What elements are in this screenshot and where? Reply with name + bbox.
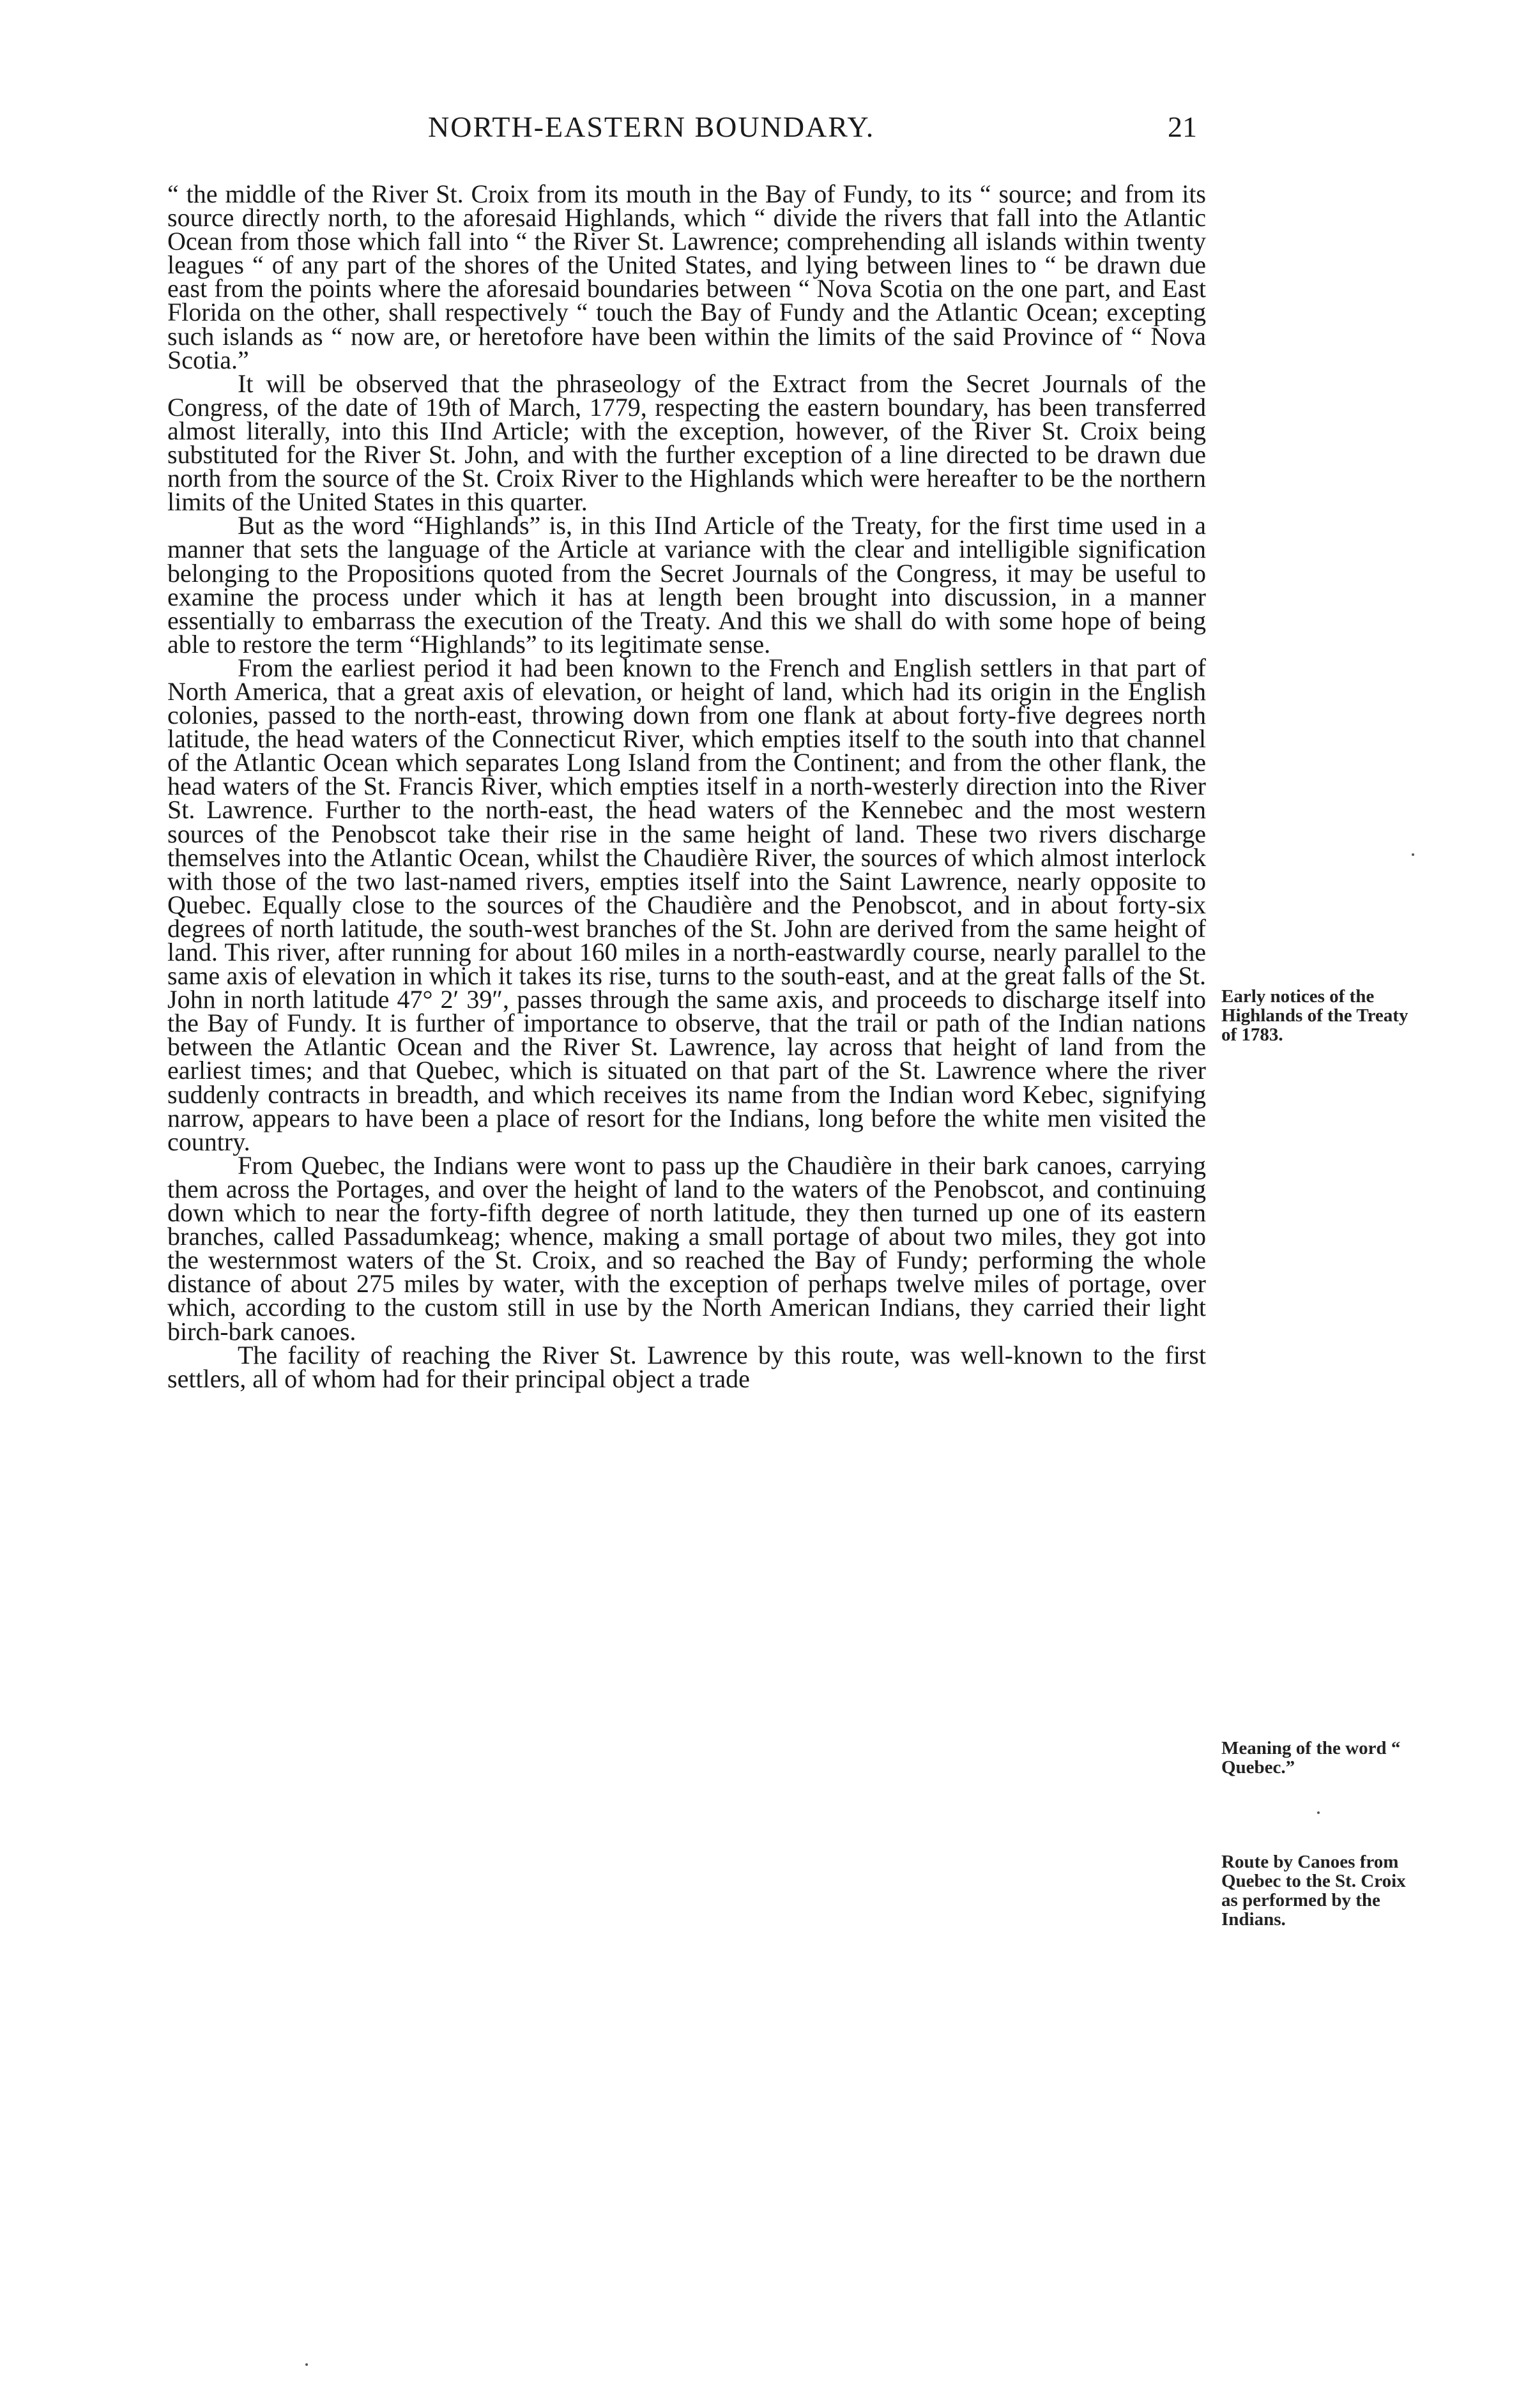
sidenote-meaning-quebec: Meaning of the word “ Quebec.” [1221, 1738, 1401, 1778]
paragraph-height-of-land: From the earliest period it had been known to the French and English settlers in that part of North America, that a great axis of elevation, or height of land, which had its origin in the English colonies, passed to the north-east, throwing down from one flank at about forty-five degrees north latitude, the head waters of the Connecticut River, which empties itself to the south into that channel of the Atlantic Ocean which separates Long Island from the Continent; and from the other flank, the head waters of the St. Francis River, which empties itself in a north-westerly direction into the River St. Lawrence. Further to the north-east, the head waters of the Kennebec and the most western sources of the Penobscot take their rise in the same height of land. These two rivers discharge themselves into the Atlantic Ocean, whilst the Chaudière River, the sources of which almost interlock with those of the two last-named rivers, empties itself into the Saint Lawrence, nearly opposite to Quebec. Equally close to the sources of the Chaudière and the Penobscot, and in about forty-six degrees of north latitude, the south-west branches of the St. John are derived from the same height of land. This river, after running for about 160 miles in a north-eastwardly course, nearly parallel to the same axis of elevation in which it takes its rise, turns to the south-east, and at the great falls of the St. John in north latitude 47° 2′ 39″, passes through the same axis, and proceeds to discharge itself into the Bay of Fundy. It is further of importance to observe, that the trail or path of the Indian nations between the Atlantic Ocean and the River St. Lawrence, lay across that height of land from the earliest times; and that Quebec, which is situated on that part of the St. Lawrence where the river suddenly contracts in breadth, and which receives its name from the Indian word Kebec, signifying narrow, appears to have been a place of resort for the Indians, long before the white men visited the country. [167, 653, 1206, 1156]
paragraph-settlers-trade: The facility of reaching the River St. Lawrence by this route, was well-known to the first settlers, all of whom had for their principal object a trade [167, 1340, 1206, 1393]
running-head: NORTH-EASTERN BOUNDARY. [428, 110, 875, 143]
treaty-quote: “ the middle of the River St. Croix from its mouth in the Bay of Fundy, to its “ source; and from its source directly north, to the aforesaid Highlands, which “ divide the rivers that fall into the Atlantic Ocean from those which fall into “ the River St. Lawrence; comprehending all islands within twenty leagues “ of any part of the shores of the United States, and lying between lines to “ be drawn due east from the points where the aforesaid boundaries between “ Nova Scotia on the one part, and East Florida on the other, shall respectively “ touch the Bay of Fundy and the Atlantic Ocean; excepting such islands as “ now are, or heretofore have been within the limits of the said Province of “ Nova Scotia.” [167, 179, 1206, 374]
print-speck [1412, 853, 1414, 856]
paragraph-phraseology: It will be observed that the phraseology of the Extract from the Secret Journals of the Congress, of the date of 19th of March, 1779, respecting the eastern boundary, has been transferred almost literally, into this IInd Article; with the exception, however, of the River St. Croix being substituted for the River St. John, and with the further exception of a line directed to be drawn due north from the source of the St. Croix River to the Highlands which were hereafter to be the northern limits of the United States in this quarter. [167, 369, 1206, 517]
print-speck [305, 2363, 308, 2366]
page-number: 21 [1168, 110, 1197, 143]
paragraph-indian-route: From Quebec, the Indians were wont to pass up the Chaudière in their bark canoes, carrying them across the Portages, and over the height of land to the waters of the Penobscot, and continuing down which to near the forty-fifth degree of north latitude, they then turned up one of its eastern branches, called Passadumkeag; whence, making a small portage of about two miles, they got into the westernmost waters of the St. Croix, and so reached the Bay of Fundy; performing the whole distance of about 275 miles by water, with the exception of perhaps twelve miles of portage, over which, according to the custom still in use by the North American Indians, they carried their light birch-bark canoes. [167, 1150, 1206, 1346]
print-speck [1317, 1811, 1320, 1814]
body-text [167, 179, 1206, 1393]
sidenote-route-canoes: Route by Canoes from Quebec to the St. Croix as performed by the Indians. [1221, 1852, 1406, 1930]
sidenote-early-notices: Early notices of the Highlands of the Treaty of 1783. [1221, 986, 1408, 1045]
paragraph-highlands-term: But as the word “Highlands” is, in this IInd Article of the Treaty, for the first time used in a manner that sets the language of the Article at variance with the clear and intelligible signification belonging to the Propositions quoted from the Secret Journals of the Congress, it may be useful to examine the process under which it has at length been brought into discussion, in a manner essentially to embarrass the execution of the Treaty. And this we shall do with some hope of being able to restore the term “Highlands” to its legitimate sense. [167, 511, 1206, 659]
